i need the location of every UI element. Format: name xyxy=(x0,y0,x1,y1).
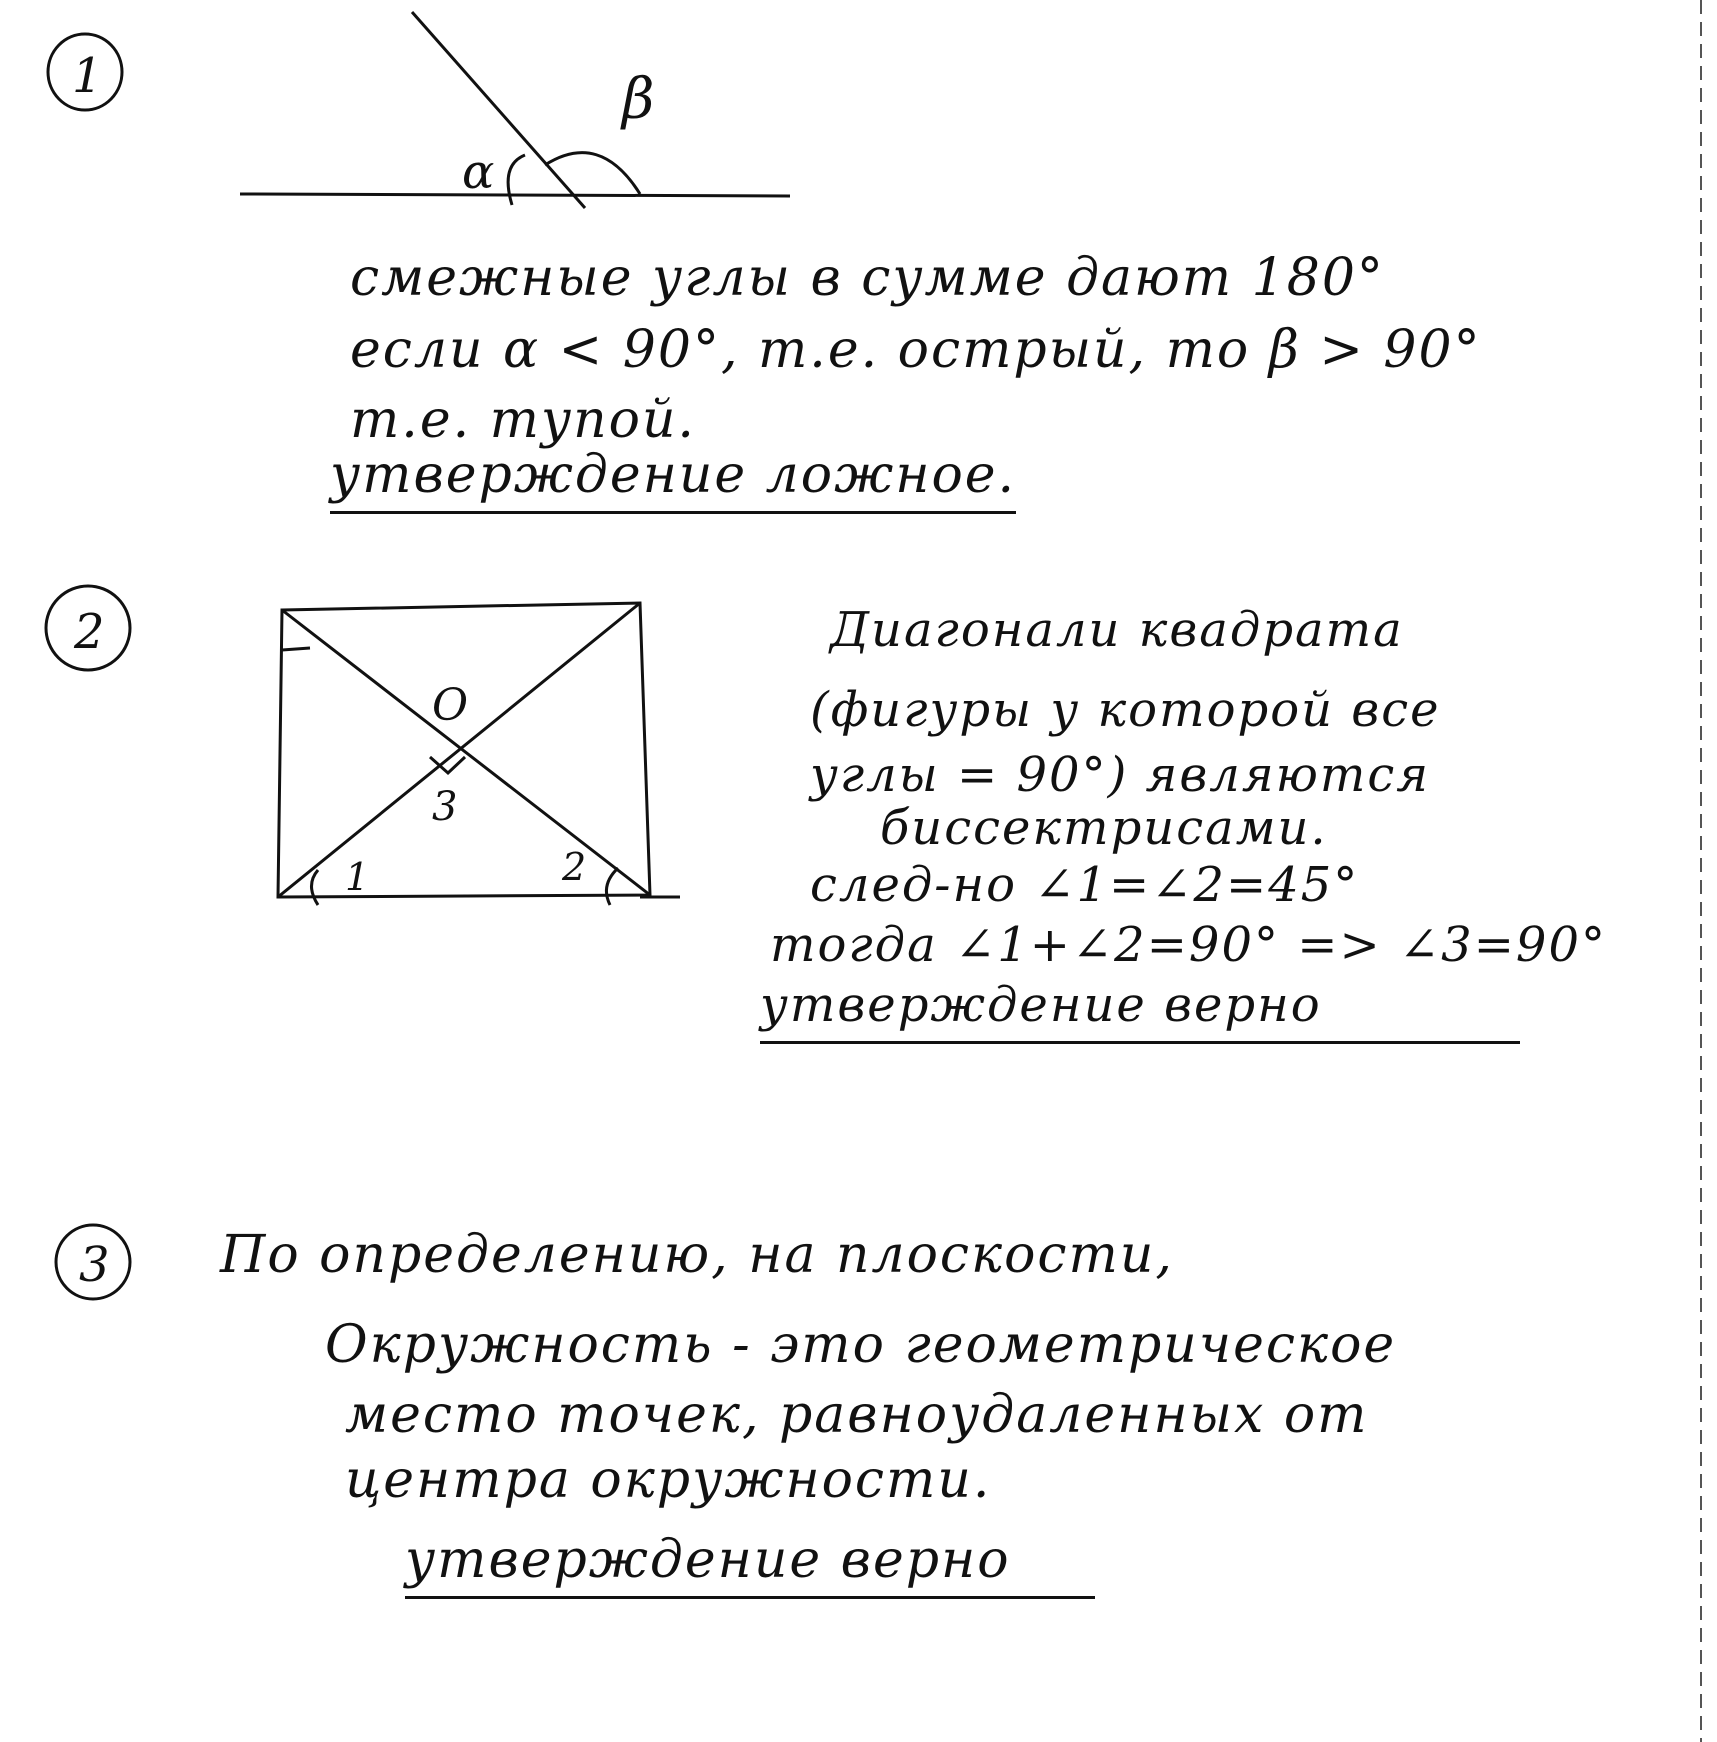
angle2-arc xyxy=(606,868,618,905)
section2-number: 2 xyxy=(74,604,105,660)
section2-line-1: Диагонали квадрата xyxy=(830,602,1404,658)
beta-arc xyxy=(545,153,640,194)
alpha-arc xyxy=(508,155,525,205)
beta-label: β xyxy=(622,67,655,132)
section2-conclusion: утверждение верно xyxy=(760,975,1520,1044)
section1-number: 1 xyxy=(72,48,103,104)
angle2-label: 2 xyxy=(562,845,587,889)
section2-line-5: след-но ∠1=∠2=45° xyxy=(810,857,1360,913)
section3-line-1: По определению, на плоскости, xyxy=(220,1225,1174,1285)
section3-number: 3 xyxy=(79,1237,110,1293)
section2-number-circle xyxy=(46,586,130,670)
section3-line-2: Окружность - это геометрическое xyxy=(325,1315,1397,1375)
section3-conclusion: утверждение верно xyxy=(405,1530,1095,1599)
section1-line-2: если α < 90°, т.е. острый, то β > 90° xyxy=(350,320,1482,380)
alpha-label: α xyxy=(462,144,495,200)
section3-number-circle xyxy=(56,1225,130,1299)
square-diagram xyxy=(278,603,680,905)
section3-line-4: центра окружности. xyxy=(345,1450,992,1510)
angle1-label: 1 xyxy=(345,855,370,899)
adjacent-angles-diagram xyxy=(240,12,790,208)
section2-line-3: углы = 90°) являются xyxy=(810,747,1431,803)
section1-line-1: смежные углы в сумме дают 180° xyxy=(350,248,1385,308)
angle3-label: 3 xyxy=(432,784,458,830)
section2-line-4: биссектрисами. xyxy=(880,800,1328,856)
slanted-line xyxy=(412,12,585,208)
base-line xyxy=(240,194,790,196)
center-label-o: O xyxy=(432,680,469,731)
corner-mark xyxy=(282,648,310,650)
section2-line-2: (фигуры у которой все xyxy=(810,682,1441,738)
section1-conclusion: утверждение ложное. xyxy=(330,445,1016,514)
section3-line-3: место точек, равноудаленных от xyxy=(345,1385,1369,1445)
section1-line-3: т.е. тупой. xyxy=(350,390,696,450)
section2-line-6: тогда ∠1+∠2=90° => ∠3=90° xyxy=(770,917,1608,973)
angle1-arc xyxy=(312,870,319,905)
diagonal-1 xyxy=(282,610,650,895)
section1-number-circle xyxy=(48,34,122,110)
